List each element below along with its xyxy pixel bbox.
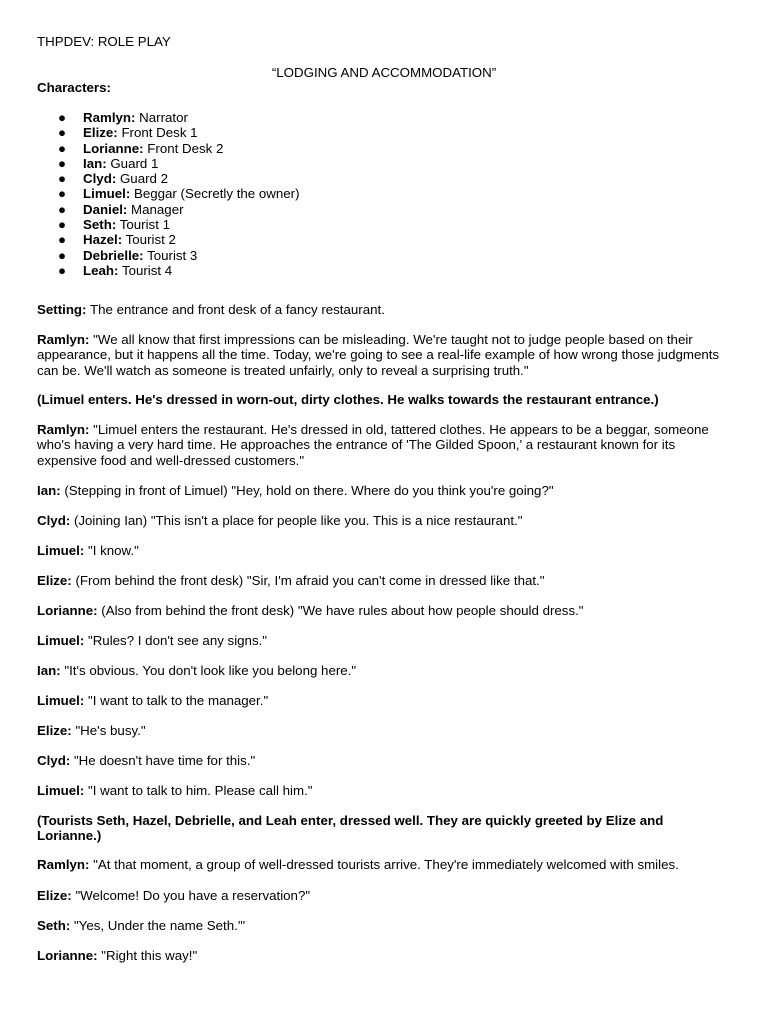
dialogue-text: The entrance and front desk of a fancy restaurant.	[89, 302, 385, 317]
list-item	[37, 110, 300, 125]
character-role: Manager	[131, 201, 184, 217]
speaker-label: Ian:	[37, 483, 61, 498]
character-role: Guard 1	[110, 155, 159, 171]
dialogue-line	[37, 783, 731, 798]
character-name: Ian:	[83, 155, 107, 171]
bullet-icon: ●	[58, 232, 67, 248]
dialogue-text: "Limuel enters the restaurant. He's dressed in old, tattered clothes. He appears to be a beggar, someone who's having a very hard time. He approaches the entrance of 'The Gilded Spoon,' a restaurant known for its expensive food and well-dressed customers."	[37, 422, 709, 468]
bullet-icon: ●	[58, 201, 67, 217]
character-role: Guard 2	[119, 171, 168, 187]
speaker-label: Ramlyn:	[37, 422, 90, 437]
character-role: Tourist 4	[121, 262, 173, 278]
dialogue-line	[37, 948, 731, 963]
dialogue-text: "It's obvious. You don't look like you belong here."	[64, 663, 357, 678]
dialogue-line	[37, 753, 731, 768]
dialogue-line	[37, 543, 731, 558]
speaker-label: Clyd:	[37, 513, 71, 528]
speaker-label: Elize:	[37, 573, 72, 588]
character-role: Tourist 1	[119, 217, 170, 233]
list-item	[37, 263, 300, 278]
character-role: Narrator	[139, 110, 188, 125]
list-item	[37, 202, 300, 217]
dialogue-text: "I want to talk to the manager."	[87, 693, 269, 708]
dialogue-line	[37, 332, 731, 378]
dialogue-text: "Yes, Under the name Seth.'"	[73, 918, 246, 933]
bullet-icon: ●	[58, 155, 67, 171]
stage-direction: (Limuel enters. He's dressed in worn-out, dirty clothes. He walks towards the restaurant entrance.)	[37, 392, 659, 407]
character-role: Tourist 3	[147, 247, 198, 263]
course-heading: THPDEV: ROLE PLAY	[37, 34, 171, 49]
speaker-label: Limuel:	[37, 633, 85, 648]
speaker-label: Limuel:	[37, 543, 85, 558]
characters-label: Characters:	[37, 80, 111, 95]
character-list	[37, 110, 300, 278]
list-item	[37, 232, 300, 247]
list-item	[37, 156, 300, 171]
dialogue-line	[37, 693, 731, 708]
dialogue-line	[37, 888, 731, 903]
speaker-label: Clyd:	[37, 753, 71, 768]
character-name: Daniel:	[83, 201, 128, 217]
dialogue-text: (Joining Ian) "This isn't a place for people like you. This is a nice restaurant."	[73, 513, 523, 528]
character-role: Front Desk 2	[147, 140, 224, 156]
stage-direction: (Tourists Seth, Hazel, Debrielle, and Leah enter, dressed well. They are quickly greeted by Elize and Lorianne.)	[37, 813, 664, 844]
speaker-label: Setting:	[37, 302, 87, 317]
dialogue-line	[37, 422, 731, 468]
speaker-label: Lorianne:	[37, 948, 98, 963]
speaker-label: Ian:	[37, 663, 61, 678]
character-name: Hazel:	[83, 232, 123, 248]
setting-line	[37, 302, 731, 317]
dialogue-line	[37, 723, 731, 738]
dialogue-text: "He doesn't have time for this."	[73, 753, 256, 768]
bullet-icon: ●	[58, 247, 67, 263]
dialogue-line	[37, 573, 731, 588]
dialogue-text: "He's busy."	[75, 723, 146, 738]
list-item	[37, 141, 300, 156]
dialogue-text: "Welcome! Do you have a reservation?"	[75, 888, 311, 903]
character-role: Front Desk 1	[121, 125, 198, 141]
speaker-label: Elize:	[37, 723, 72, 738]
dialogue-text: (Also from behind the front desk) "We have rules about how people should dress."	[101, 603, 584, 618]
dialogue-text: (From behind the front desk) "Sir, I'm afraid you can't come in dressed like that."	[75, 573, 545, 588]
speaker-label: Lorianne:	[37, 603, 98, 618]
dialogue-text: "I know."	[87, 543, 139, 558]
dialogue-line	[37, 483, 731, 498]
dialogue-line	[37, 513, 731, 528]
dialogue-line	[37, 857, 731, 872]
speaker-label: Limuel:	[37, 693, 85, 708]
dialogue-text: (Stepping in front of Limuel) "Hey, hold on there. Where do you think you're going?"	[64, 483, 554, 498]
speaker-label: Limuel:	[37, 783, 85, 798]
speaker-label: Ramlyn:	[37, 332, 90, 347]
character-role: Beggar (Secretly the owner)	[133, 186, 300, 202]
bullet-icon: ●	[58, 171, 67, 187]
character-name: Elize:	[83, 125, 118, 141]
list-item	[37, 248, 300, 263]
dialogue-line	[37, 603, 731, 618]
character-name: Lorianne:	[83, 140, 144, 156]
document-title: “LODGING AND ACCOMMODATION”	[271, 65, 497, 80]
dialogue-line	[37, 633, 731, 648]
character-name: Debrielle:	[83, 247, 144, 263]
character-name: Seth:	[83, 217, 117, 233]
dialogue-text: "I want to talk to him. Please call him."	[87, 783, 313, 798]
speaker-label: Seth:	[37, 918, 71, 933]
list-item	[37, 125, 300, 140]
bullet-icon: ●	[58, 125, 67, 141]
bullet-icon: ●	[58, 262, 67, 278]
dialogue-line	[37, 663, 731, 678]
dialogue-text: "We all know that first impressions can be misleading. We're taught not to judge people based on their appearance, but it happens all the time. Today, we're going to see a real-life example of how wrong those judgments can be. We'll watch as someone is treated unfairly, only to reveal a surprising truth."	[37, 332, 720, 378]
list-item	[37, 217, 300, 232]
bullet-icon: ●	[58, 217, 67, 233]
character-name: Leah:	[83, 262, 119, 278]
bullet-icon: ●	[58, 110, 67, 125]
bullet-icon: ●	[58, 186, 67, 202]
dialogue-text: "Rules? I don't see any signs."	[87, 633, 268, 648]
dialogue-text: "Right this way!"	[101, 948, 198, 963]
character-name: Clyd:	[83, 171, 117, 187]
list-item	[37, 186, 300, 201]
dialogue-text: "At that moment, a group of well-dressed tourists arrive. They're immediately welcomed with smiles.	[93, 857, 679, 872]
speaker-label: Ramlyn:	[37, 857, 90, 872]
bullet-icon: ●	[58, 140, 67, 156]
list-item	[37, 171, 300, 186]
character-name: Limuel:	[83, 186, 131, 202]
dialogue-line	[37, 918, 731, 933]
character-role: Tourist 2	[125, 232, 176, 248]
character-name: Ramlyn:	[83, 110, 136, 125]
speaker-label: Elize:	[37, 888, 72, 903]
